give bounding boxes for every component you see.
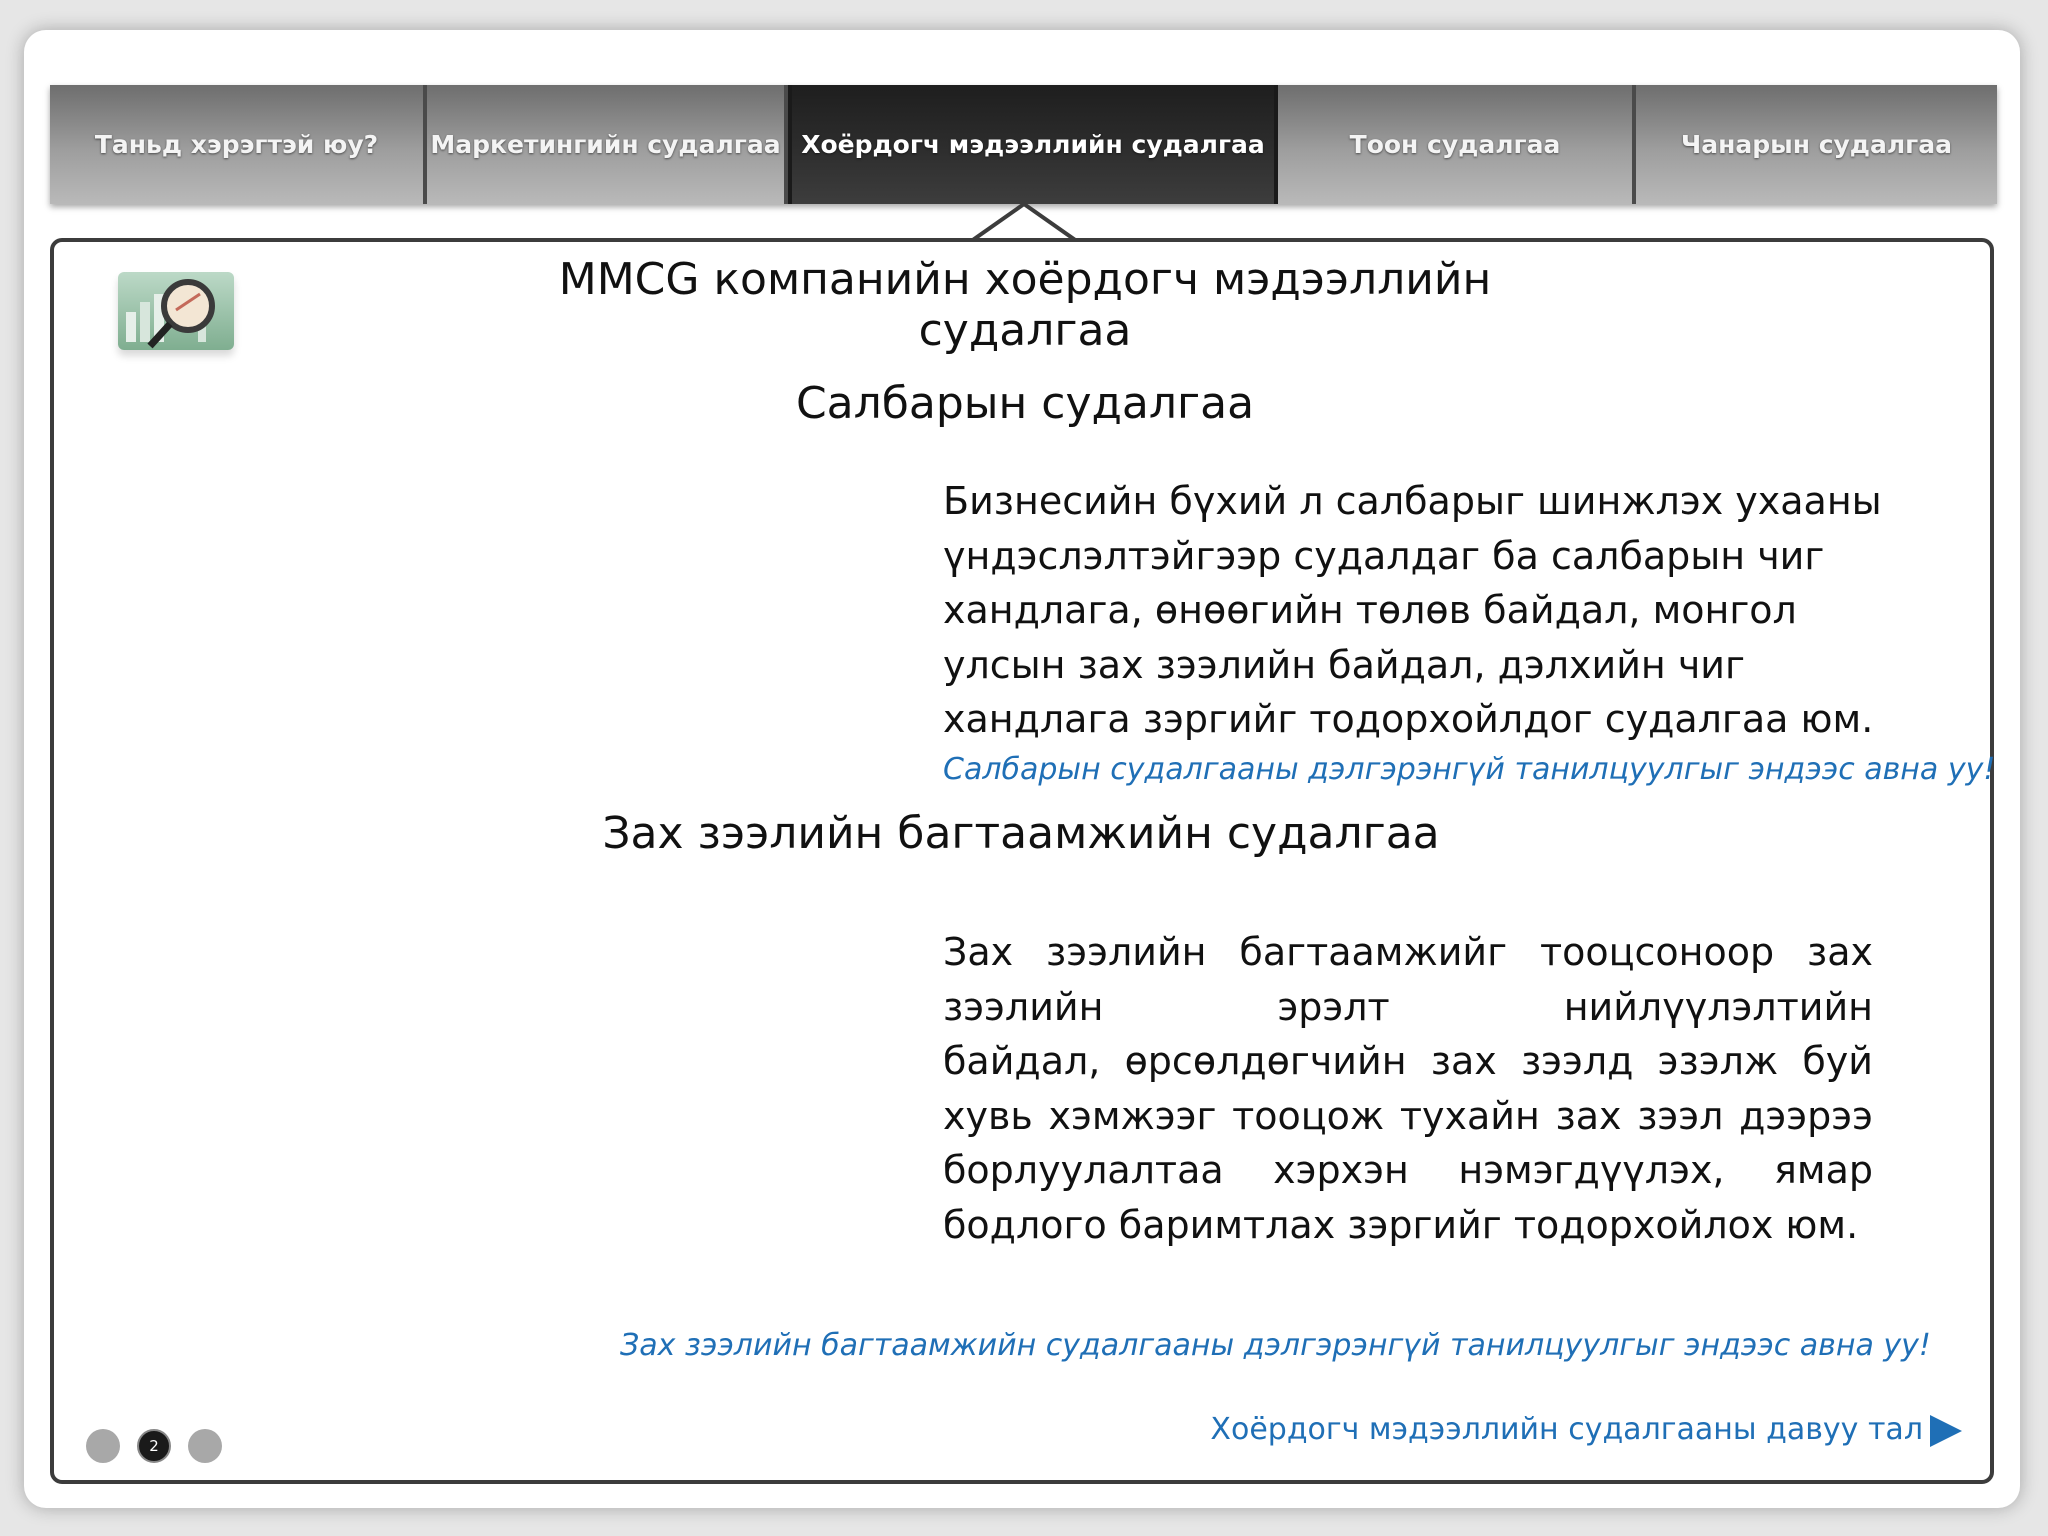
word: зах <box>1806 930 1873 974</box>
active-tab-pointer <box>970 202 1078 242</box>
word: хувь <box>943 1093 1033 1138</box>
word: дээрээ <box>1739 1093 1873 1138</box>
word: хэрхэн <box>1273 1148 1409 1192</box>
tab-secondary-research[interactable]: Хоёрдогч мэдээллийн судалгаа <box>788 85 1278 204</box>
industry-description <box>943 474 1933 747</box>
top-navigation <box>50 85 1997 204</box>
tab-need[interactable]: Таньд хэрэгтэй юу? <box>50 85 427 204</box>
word: эзэлж <box>1657 1039 1779 1083</box>
word: Зах <box>943 930 1014 974</box>
next-page-link[interactable]: Хоёрдогч мэдээллийн судалгааны давуу тал <box>1210 1412 1923 1447</box>
word: нийлүүлэлтийн <box>1563 984 1873 1029</box>
text-line <box>943 980 1873 1035</box>
word: тухайн <box>1399 1093 1540 1138</box>
pager-dot-1[interactable] <box>86 1429 120 1463</box>
text-line <box>943 925 1873 980</box>
section-heading-industry: Салбарын судалгаа <box>795 378 1255 429</box>
pager-dot-2[interactable]: 2 <box>137 1429 171 1463</box>
word: зээлийн <box>943 984 1104 1029</box>
word: тооцож <box>1232 1093 1385 1138</box>
market-size-details-link[interactable]: Зах зээлийн багтаамжийн судалгааны дэлгэрэнгүй танилцуулгыг эндээс авна уу! <box>620 1328 1931 1363</box>
word: нэмэгдүүлэх, <box>1458 1148 1725 1192</box>
pager-dot-3[interactable] <box>188 1429 222 1463</box>
industry-details-link[interactable]: Салбарын судалгааны дэлгэрэнгүй танилцуулгыг эндээс авна уу! <box>943 752 1996 787</box>
text-line <box>943 1143 1873 1198</box>
text-line: улсын зах зээлийн байдал, дэлхийн чиг <box>943 642 1745 687</box>
word: зээлийн <box>1046 930 1207 974</box>
magnifier-chart-icon <box>118 272 234 350</box>
word: эрэлт <box>1277 984 1390 1029</box>
tab-qualitative-research[interactable]: Чанарын судалгаа <box>1636 85 1997 204</box>
word: байдал, <box>943 1039 1101 1083</box>
word: хэмжээг <box>1048 1093 1217 1138</box>
word: зээл <box>1637 1093 1724 1138</box>
page-title: MMCG компанийн хоёрдогч мэдээллийн судалгаа <box>558 254 1492 356</box>
word: ямар <box>1774 1148 1873 1192</box>
market-size-description <box>943 925 1873 1252</box>
text-line: бодлого баримтлах зэргийг тодорхойлох юм. <box>943 1202 1859 1247</box>
word: зах <box>1430 1039 1497 1083</box>
play-arrow-icon[interactable] <box>1928 1413 1964 1449</box>
text-line <box>943 1034 1873 1089</box>
word: буй <box>1802 1039 1873 1083</box>
section-heading-market-size: Зах зээлийн багтаамжийн судалгаа <box>602 808 1440 859</box>
tab-marketing-research[interactable]: Маркетингийн судалгаа <box>427 85 788 204</box>
word: борлуулалтаа <box>943 1148 1224 1192</box>
word: зах <box>1555 1093 1622 1138</box>
tab-quantitative-research[interactable]: Тоон судалгаа <box>1278 85 1636 204</box>
word: тооцсоноор <box>1539 930 1775 974</box>
word: өрсөлдөгчийн <box>1124 1039 1407 1083</box>
text-line: үндэслэлтэйгээр судалдаг ба салбарын чиг <box>943 533 1825 578</box>
text-line: хандлага зэргийг тодорхойлдог судалгаа юм. <box>943 697 1874 741</box>
word: зээлд <box>1520 1039 1634 1083</box>
text-line <box>943 1089 1873 1144</box>
text-line: хандлага, өнөөгийн төлөв байдал, монгол <box>943 588 1797 632</box>
word: багтаамжийг <box>1239 930 1508 974</box>
text-line: Бизнесийн бүхий л салбарыг шинжлэх ухааны <box>943 479 1882 523</box>
